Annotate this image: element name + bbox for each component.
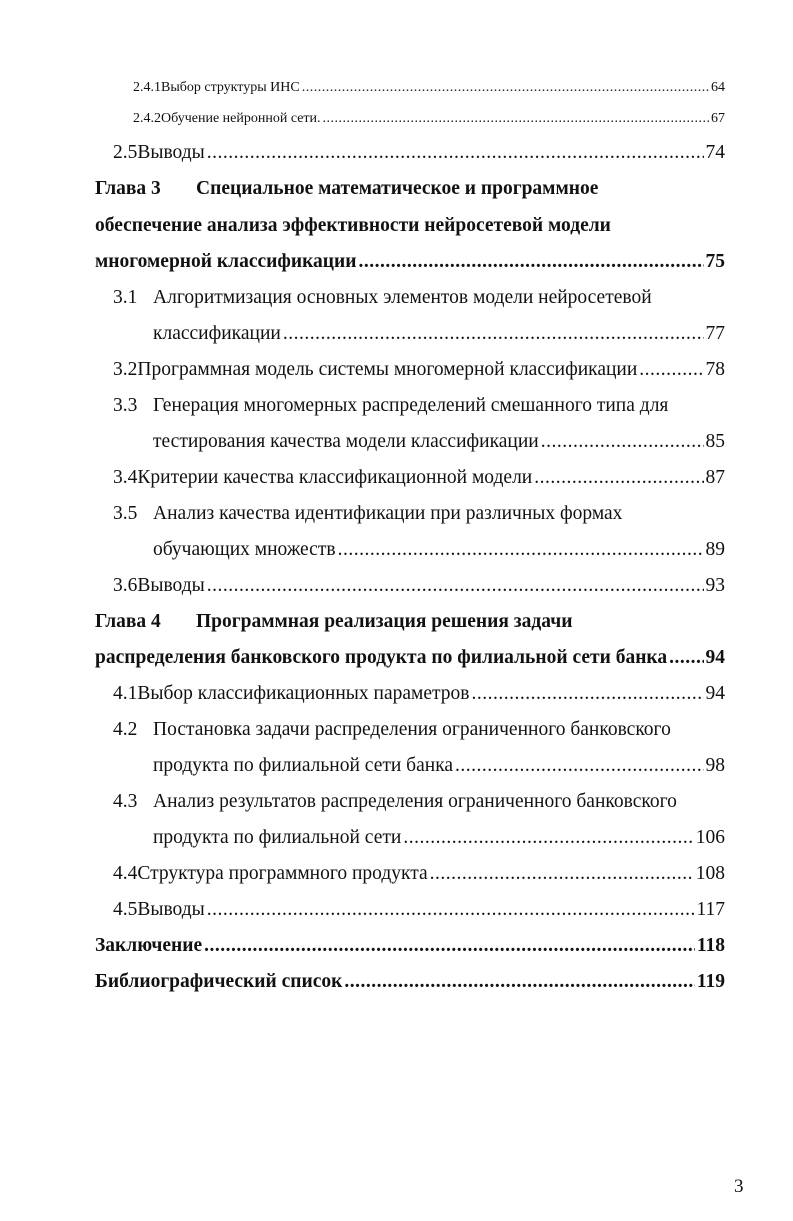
toc-entry-4-3[interactable] [153, 827, 725, 849]
toc-entry-page: 78 [705, 359, 725, 380]
toc-entry-3-6[interactable] [113, 575, 725, 597]
toc-entry-3-1-line-1 [113, 287, 652, 309]
toc-entry-number: 2.5 [113, 142, 138, 163]
toc-entry-page: 106 [695, 827, 725, 848]
toc-entry-3-3[interactable] [153, 431, 725, 453]
toc-entry-3-3-line-1 [113, 395, 668, 417]
toc-entry-title-continued: тестирования качества модели классификации [153, 431, 539, 452]
toc-entry-bibliography[interactable] [95, 971, 725, 993]
dot-leader [302, 80, 709, 96]
chapter-title-line: многомерной классификации [95, 251, 357, 272]
toc-entry-page: 85 [705, 431, 725, 452]
toc-entry-3-5-line-1 [113, 503, 622, 525]
dot-leader [323, 111, 709, 127]
toc-entry-page: 118 [696, 935, 725, 956]
chapter-title-line: распределения банковского продукта по филиальной сети банка [95, 647, 668, 668]
toc-entry-number: 3.4 [113, 467, 138, 488]
toc-entry-title: Генерация многомерных распределений смешанного типа для [153, 395, 669, 416]
toc-entry-number: 3.3 [113, 395, 138, 416]
dot-leader [207, 142, 704, 164]
dot-leader [283, 323, 704, 345]
toc-entry-2-4-2[interactable] [133, 111, 725, 127]
chapter-title-line: Специальное математическое и программное [196, 178, 599, 199]
toc-entry-number: 2.4.2 [133, 111, 161, 126]
dot-leader [359, 251, 704, 273]
dot-leader [455, 755, 703, 777]
dot-leader [204, 935, 695, 957]
toc-entry-title-continued: продукта по филиальной сети банка [153, 755, 454, 776]
chapter-3-heading-line-2: обеспечение анализа эффективности нейросетевой модели [95, 215, 611, 236]
toc-entry-title-continued: продукта по филиальной сети [153, 827, 402, 848]
toc-entry-3-1[interactable] [153, 323, 725, 345]
toc-entry-page: 98 [705, 755, 725, 776]
toc-entry-title: Алгоритмизация основных элементов модели нейросетевой [153, 287, 652, 308]
toc-entry-title: Критерии качества классификационной модели [137, 467, 533, 488]
toc-entry-4-5[interactable] [113, 899, 725, 921]
toc-entry-chapter-4[interactable] [95, 647, 725, 669]
toc-entry-number: 3.2 [113, 359, 138, 380]
toc-entry-chapter-3[interactable] [95, 251, 725, 273]
toc-entry-number: 3.5 [113, 503, 138, 524]
toc-entry-number: 3.6 [113, 575, 138, 596]
dot-leader [669, 647, 703, 669]
chapter-label: Глава 4 [95, 611, 161, 632]
toc-entry-title: Структура программного продукта [137, 863, 428, 884]
toc-entry-title: Заключение [95, 935, 203, 956]
dot-leader [344, 971, 694, 993]
toc-entry-page: 93 [705, 575, 725, 596]
toc-entry-title: Выбор классификационных параметров [137, 683, 470, 704]
toc-entry-number: 4.3 [113, 791, 138, 812]
dot-leader [207, 575, 704, 597]
toc-entry-title-continued: обучающих множеств [153, 539, 336, 560]
toc-entry-3-4[interactable] [113, 467, 725, 489]
toc-entry-page: 89 [705, 539, 725, 560]
toc-entry-title: Выбор структуры ИНС [161, 80, 300, 95]
toc-entry-4-2-line-1 [113, 719, 671, 741]
toc-entry-page: 67 [711, 111, 725, 126]
toc-entry-page: 74 [705, 142, 725, 163]
dot-leader [534, 467, 703, 489]
toc-entry-3-2[interactable] [113, 359, 725, 381]
toc-entry-4-2[interactable] [153, 755, 725, 777]
toc-entry-number: 4.2 [113, 719, 138, 740]
toc-entry-title: Библиографический список [95, 971, 343, 992]
chapter-4-heading-line-1 [95, 611, 572, 633]
toc-entry-number: 3.1 [113, 287, 138, 308]
toc-entry-4-4[interactable] [113, 863, 725, 885]
toc-entry-title: Выводы [137, 899, 205, 920]
toc-entry-title: Анализ качества идентификации при различных формах [153, 503, 623, 524]
toc-entry-page: 75 [705, 251, 725, 272]
toc-entry-title: Выводы [137, 142, 205, 163]
toc-entry-2-5[interactable] [113, 142, 725, 164]
dot-leader [403, 827, 693, 849]
toc-entry-page: 64 [711, 80, 725, 95]
toc-entry-4-3-line-1 [113, 791, 677, 813]
page-number: 3 [734, 1176, 744, 1197]
dot-leader [430, 863, 694, 885]
toc-entry-conclusion[interactable] [95, 935, 725, 957]
toc-entry-number: 4.1 [113, 683, 138, 704]
toc-entry-page: 119 [696, 971, 725, 992]
toc-entry-title: Программная модель системы многомерной классификации [137, 359, 638, 380]
toc-entry-number: 4.4 [113, 863, 138, 884]
toc-entry-4-1[interactable] [113, 683, 725, 705]
toc-entry-number: 2.4.1 [133, 80, 161, 95]
dot-leader [207, 899, 695, 921]
toc-entry-page: 87 [705, 467, 725, 488]
chapter-label: Глава 3 [95, 178, 161, 199]
chapter-title-line: Программная реализация решения задачи [196, 611, 573, 632]
toc-entry-page: 108 [695, 863, 725, 884]
toc-entry-page: 77 [705, 323, 725, 344]
toc-entry-page: 94 [705, 647, 725, 668]
dot-leader [471, 683, 703, 705]
toc-entry-title: Постановка задачи распределения ограниченного банковского [153, 719, 671, 740]
toc-entry-page: 117 [696, 899, 725, 920]
toc-entry-number: 4.5 [113, 899, 138, 920]
chapter-3-heading-line-1 [95, 178, 598, 200]
toc-entry-page: 94 [705, 683, 725, 704]
dot-leader [639, 359, 703, 381]
toc-entry-title: Выводы [137, 575, 205, 596]
dot-leader [541, 431, 704, 453]
toc-entry-3-5[interactable] [153, 539, 725, 561]
dot-leader [338, 539, 704, 561]
toc-entry-title: Анализ результатов распределения ограниченного банковского [153, 791, 677, 812]
toc-entry-title-continued: классификации [153, 323, 281, 344]
toc-entry-title: Обучение нейронной сети. [161, 111, 321, 126]
toc-entry-2-4-1[interactable] [133, 80, 725, 96]
